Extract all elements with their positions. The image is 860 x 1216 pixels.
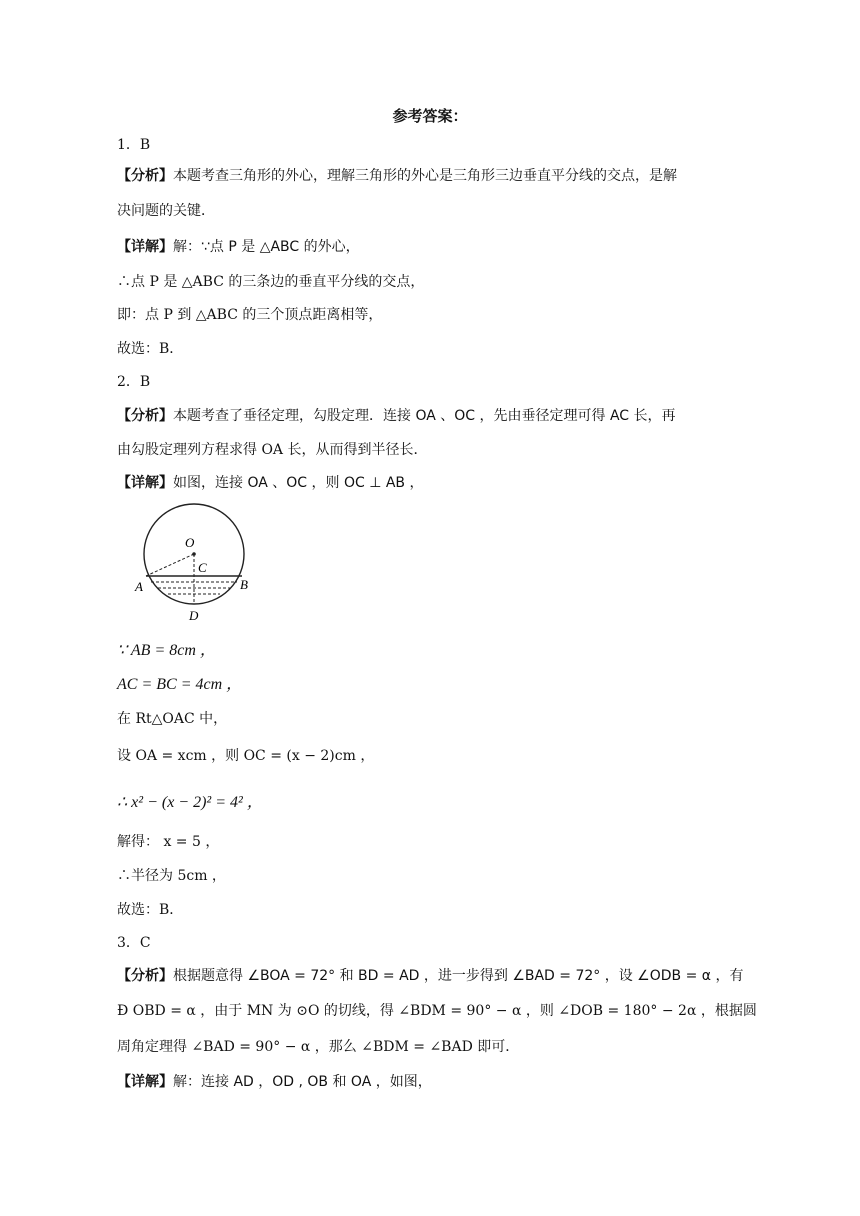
label-b: B xyxy=(240,577,248,592)
analysis-tag: 【分析】 xyxy=(117,408,173,424)
q1-analysis-line-1 xyxy=(117,166,747,186)
detail-tag: 【详解】 xyxy=(117,475,173,491)
label-d: D xyxy=(189,608,199,623)
q3-number: 3．C xyxy=(117,935,151,951)
q1-detail-line-3: 即：点 P 到 △ABC 的三个顶点距离相等， xyxy=(117,307,383,323)
q2-step-1: ∵ AB = 8cm ， xyxy=(117,642,216,659)
detail-text: 如图，连接 OA 、OC ，则 OC ⊥ AB ， xyxy=(173,475,424,491)
q2-step-6: 解得： x = 5 ， xyxy=(117,834,220,850)
detail-tag: 【详解】 xyxy=(117,1074,173,1090)
circle-diagram xyxy=(132,502,262,627)
label-c: C xyxy=(198,560,207,575)
page-title: 参考答案： xyxy=(392,107,468,125)
q2-answer: 故选：B． xyxy=(117,902,184,918)
q2-step-5: ∴ x² − (x − 2)² = 4² ， xyxy=(117,794,263,811)
analysis-text: 本题考查了垂径定理，勾股定理．连接 OA 、OC ，先由垂径定理可得 AC 长，再 xyxy=(173,408,676,424)
detail-text: 解：连接 AD ，OD , OB 和 OA ，如图， xyxy=(173,1074,432,1090)
label-o: O xyxy=(185,535,195,550)
q1-detail-line-1 xyxy=(117,237,747,257)
q2-number: 2．B xyxy=(117,374,151,390)
q2-step-7: ∴半径为 5cm ， xyxy=(117,868,226,884)
q2-analysis-line-1 xyxy=(117,406,747,426)
detail-text: 解：∵点 P 是 △ABC 的外心， xyxy=(173,239,360,255)
q2-detail-line-1 xyxy=(117,473,747,493)
detail-tag: 【详解】 xyxy=(117,239,173,255)
q1-number: 1．B xyxy=(117,137,151,153)
q1-detail-line-2: ∴点 P 是 △ABC 的三条边的垂直平分线的交点， xyxy=(117,274,425,290)
q3-analysis-line-1 xyxy=(117,966,747,986)
analysis-tag: 【分析】 xyxy=(117,168,173,184)
analysis-text: 根据题意得 ∠BOA = 72° 和 BD = AD ，进一步得到 ∠BAD = 72° ，设 ∠ODB = α ，有 xyxy=(173,968,744,984)
q3-detail-line-1 xyxy=(117,1072,747,1092)
q3-analysis-line-2: Ð OBD = α ，由于 MN 为 ⊙O 的切线，得 ∠BDM = 90° − α ，则 ∠DOB = 180° − 2α ，根据圆 xyxy=(117,1003,757,1019)
q1-analysis-line-2: 决问题的关键． xyxy=(117,203,215,219)
q3-analysis-line-3: 周角定理得 ∠BAD = 90° − α ，那么 ∠BDM = ∠BAD 即可． xyxy=(117,1039,520,1055)
q2-step-4: 设 OA = xcm ，则 OC = (x − 2)cm ， xyxy=(117,748,375,764)
center-point xyxy=(192,552,196,556)
q2-analysis-line-2: 由勾股定理列方程求得 OA 长，从而得到半径长． xyxy=(117,442,428,458)
analysis-text: 本题考查三角形的外心，理解三角形的外心是三角形三边垂直平分线的交点，是解 xyxy=(173,168,677,184)
q1-answer: 故选：B． xyxy=(117,341,184,357)
segment-oa xyxy=(146,554,194,576)
label-a: A xyxy=(135,579,143,594)
analysis-tag: 【分析】 xyxy=(117,968,173,984)
q2-step-2: AC = BC = 4cm ， xyxy=(117,676,243,693)
q2-step-3: 在 Rt△OAC 中， xyxy=(117,711,228,727)
